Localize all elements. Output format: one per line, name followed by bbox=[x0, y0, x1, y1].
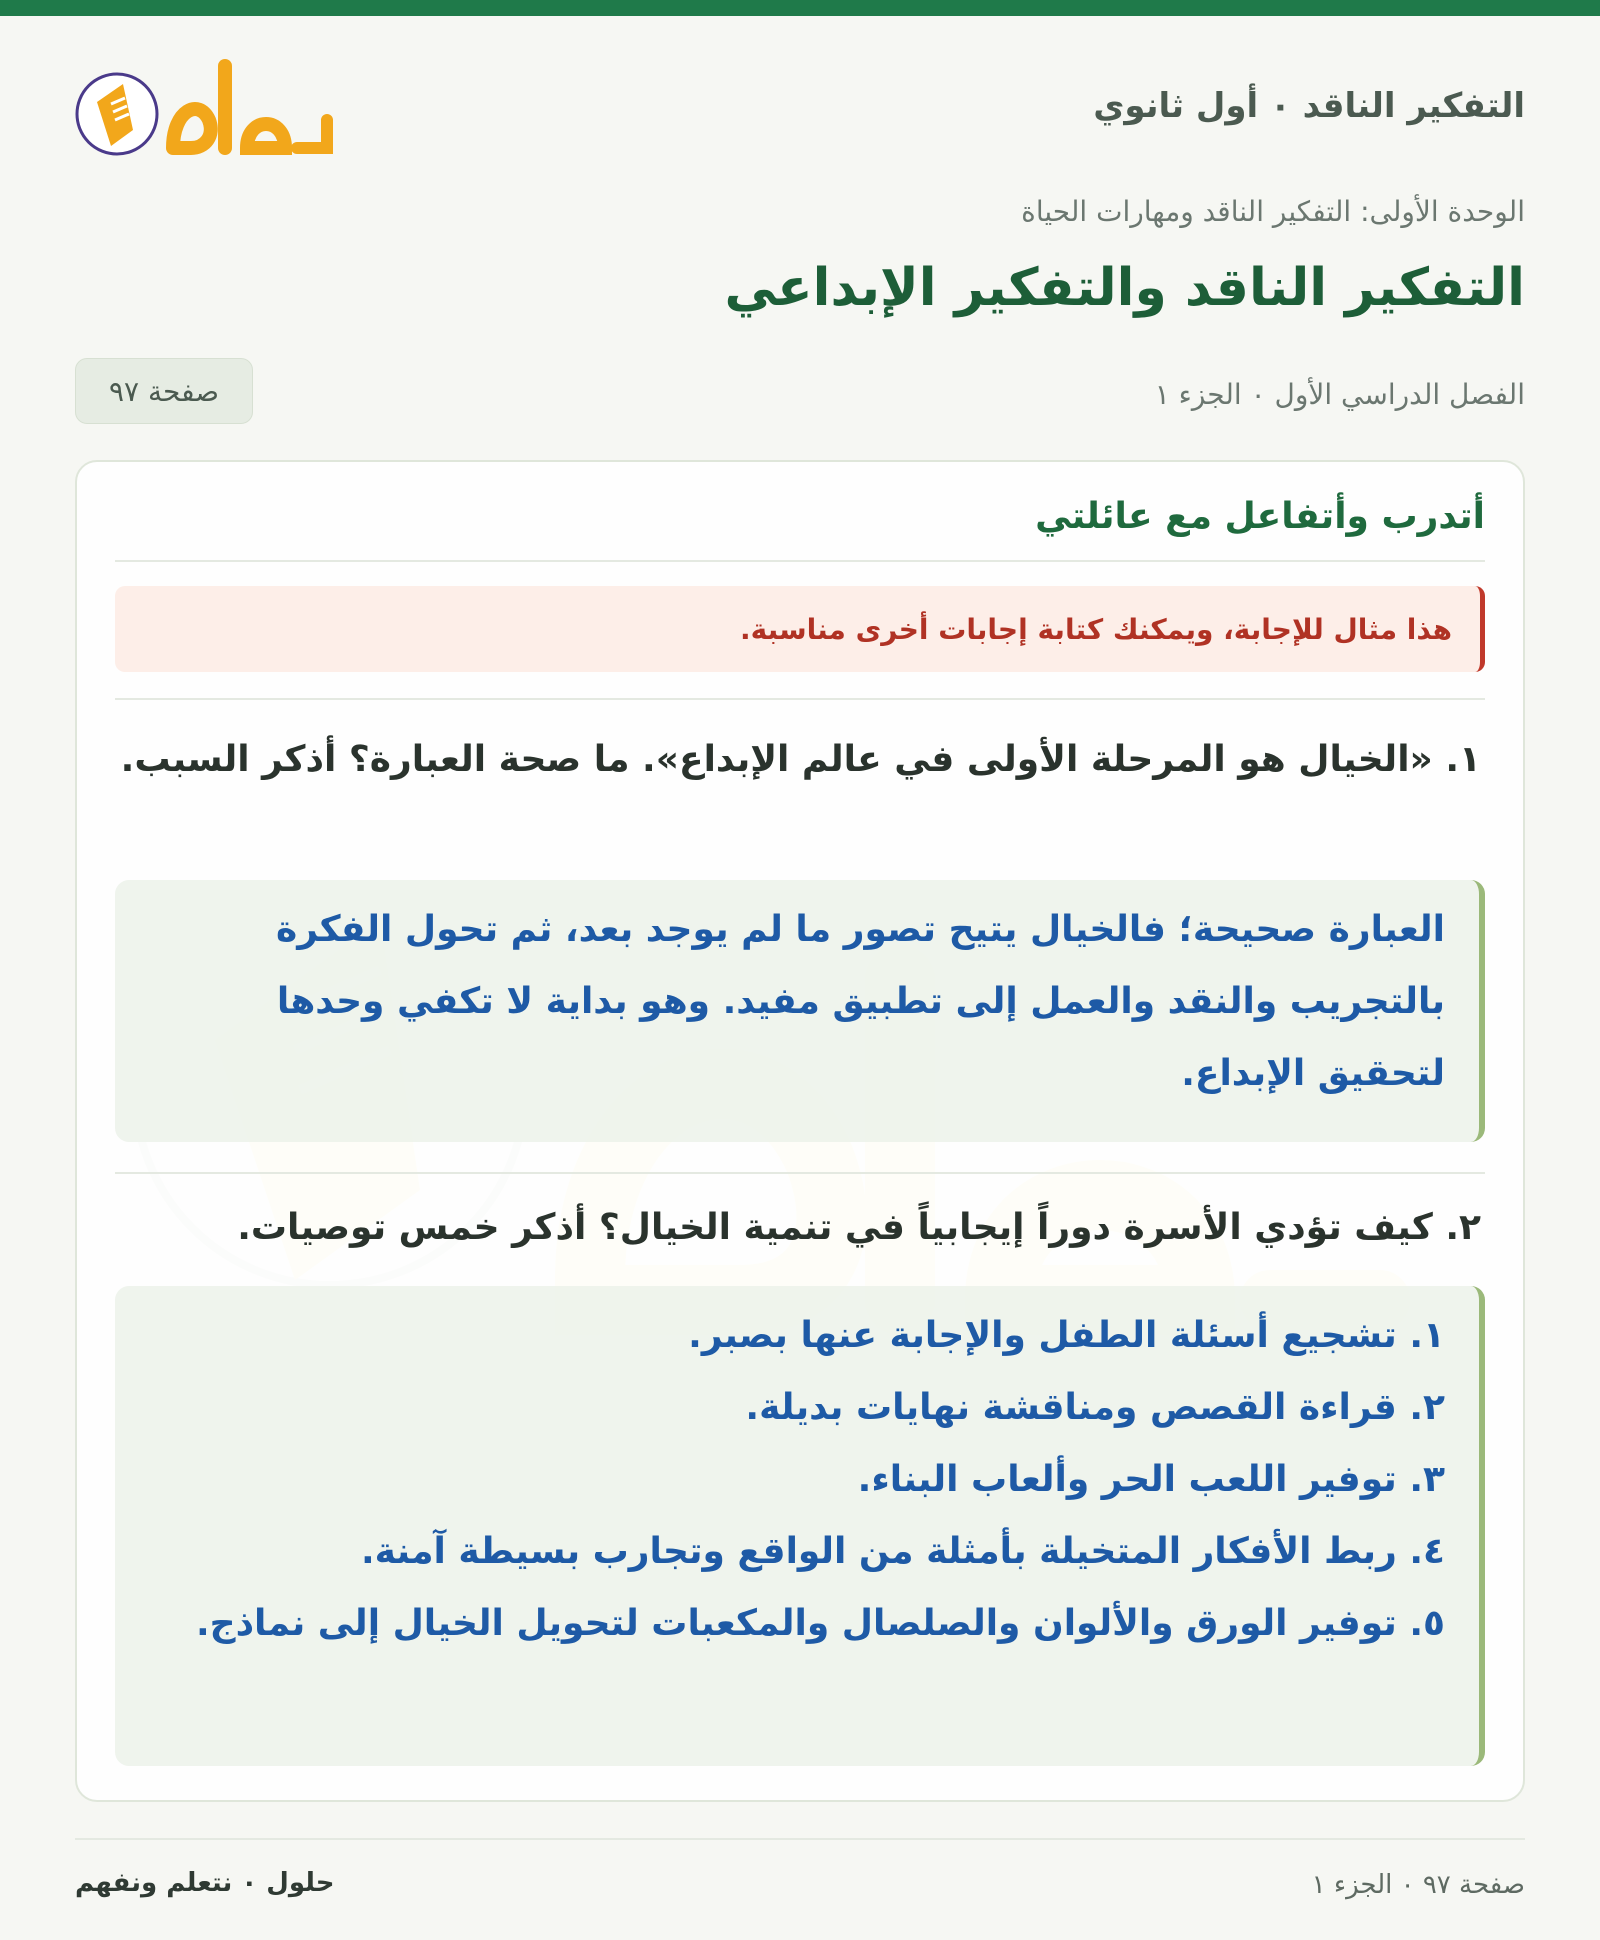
top-accent-bar bbox=[0, 0, 1600, 16]
question-1: ١. «الخيال هو المرحلة الأولى في عالم الإبداع». ما صحة العبارة؟ أذكر السبب. bbox=[120, 739, 1481, 780]
list-item: ٤. ربط الأفكار المتخيلة بأمثلة من الواقع وتجارب بسيطة آمنة. bbox=[360, 1531, 1445, 1572]
page-number-badge: صفحة ٩٧ bbox=[75, 358, 253, 424]
hulool-logo[interactable] bbox=[75, 50, 335, 170]
question-divider bbox=[115, 1172, 1485, 1174]
list-item: ٣. توفير اللعب الحر وألعاب البناء. bbox=[857, 1459, 1445, 1500]
note-divider bbox=[115, 698, 1485, 700]
footer-page-info: صفحة ٩٧ ٠ الجزء ١ bbox=[1311, 1870, 1525, 1900]
answer-note-text: هذا مثال للإجابة، ويمكنك كتابة إجابات أخرى مناسبة. bbox=[740, 612, 1452, 646]
header-title: التفكير الناقد ٠ أول ثانوي bbox=[1093, 86, 1525, 126]
section-divider bbox=[115, 560, 1485, 562]
exercise-card bbox=[75, 460, 1525, 1802]
answer-1-text: العبارة صحيحة؛ فالخيال يتيح تصور ما لم يوجد بعد، ثم تحول الفكرة بالتجريب والنقد والعمل إلى تطبيق مفيد. وهو بداية لا تكفي وحدها لتحقيق الإبداع. bbox=[275, 909, 1445, 1094]
footer-divider bbox=[75, 1838, 1525, 1840]
page-header bbox=[75, 50, 1525, 170]
unit-title: الوحدة الأولى: التفكير الناقد ومهارات الحياة bbox=[1021, 195, 1525, 228]
list-item: ٥. توفير الورق والألوان والصلصال والمكعبات لتحويل الخيال إلى نماذج. bbox=[195, 1603, 1445, 1644]
section-title: أتدرب وأتفاعل مع عائلتي bbox=[1035, 496, 1485, 537]
lesson-title: التفكير الناقد والتفكير الإبداعي bbox=[724, 258, 1525, 318]
semester-part-info: الفصل الدراسي الأول ٠ الجزء ١ bbox=[1154, 378, 1525, 411]
answer-1 bbox=[115, 880, 1485, 1142]
recommendations-list bbox=[145, 1300, 1445, 1660]
question-2: ٢. كيف تؤدي الأسرة دوراً إيجابياً في تنمية الخيال؟ أذكر خمس توصيات. bbox=[237, 1207, 1481, 1248]
list-item: ٢. قراءة القصص ومناقشة نهايات بديلة. bbox=[745, 1387, 1445, 1428]
answer-2 bbox=[115, 1286, 1485, 1766]
footer-brand: حلول ٠ نتعلم ونفهم bbox=[75, 1868, 335, 1898]
list-item: ١. تشجيع أسئلة الطفل والإجابة عنها بصبر. bbox=[688, 1315, 1445, 1356]
answer-note bbox=[115, 586, 1485, 672]
